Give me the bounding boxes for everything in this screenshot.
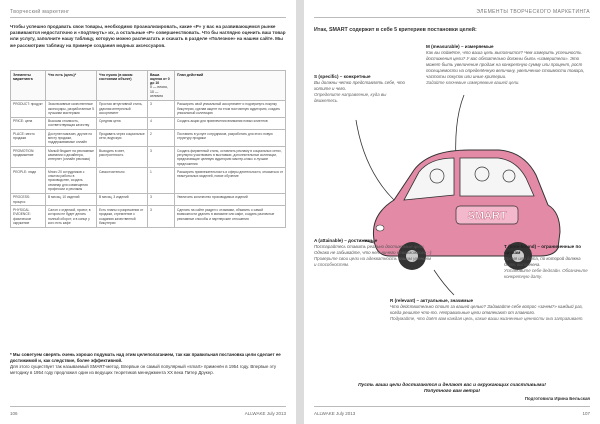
table-cell: Много 20 сотрудников с опытом работы в производстве, создать семинар для совмещения профессии и рекламы (46, 168, 97, 193)
right-footer-rule (314, 406, 590, 407)
score-note: 0 — плохо, 10 — отлично (150, 85, 168, 98)
table-cell: PRICE: цена (11, 117, 46, 130)
criterion-m-hint: Задайте ключевые измеряемые вашей цели. (426, 80, 520, 85)
table-cell: Расширить привлекательность и сферы деятельности, отказаться от неактуальных моделей, новое обучение (175, 168, 286, 193)
table-row (11, 206, 286, 227)
table-cell: Средняя цена (97, 117, 148, 130)
closing-line-1: Пусть ваши цели достигаются и делают вас и окружающих счастливыми! (358, 383, 546, 388)
right-page-number: 107 (582, 411, 590, 416)
smart-label: SMART (467, 210, 507, 222)
right-page (304, 0, 600, 424)
table-row (11, 100, 286, 117)
table-cell: Выходить в свет, расстроенность (97, 147, 148, 168)
table-row (11, 168, 286, 193)
criterion-r-title: R (relevant) – актуальные, значимые (390, 298, 474, 303)
table-cell: Салон с отделкой, проект, в котором не будет делать полный оборот; и в конце у кого есть кафе (46, 206, 97, 227)
closing-text (314, 383, 590, 395)
table-cell: Самостоятельно (97, 168, 148, 193)
col-header: Что нужно (в каком состоянии объект) (97, 71, 148, 101)
footnote-1: * Мы советуем сверять очень хорошо подумать над этим целеполаганием, так как правильная постановка цели сделает ее достижимой и, как следствие, более эффективной. (10, 352, 281, 363)
left-header-rule (10, 17, 286, 18)
smart-intro: Итак, SMART содержит в себе 5 критериев постановки целей: (314, 27, 477, 33)
marketing-table (10, 70, 286, 228)
criterion-m-text: Как вы поймёте, что ваша цель выполнится? Чем измерить успешность достижения цели? У вас обязательно должны быть «измерители». Это может быть увеличение продаж на конкретную сумму или процент, рост посещаемости на определённую величину, увеличение стоимости товара, частоты покупок или иные критерии. (426, 50, 585, 79)
left-page-number: 106 (10, 411, 18, 416)
col-header: Элементы маркетинга (11, 71, 46, 101)
table-cell: 3 (148, 100, 175, 117)
left-magazine: ALLWAKE July 2013 (244, 411, 286, 416)
criterion-r (390, 298, 590, 322)
table-cell: Доступен магазин, другие по месту продажи, поддерживаемые онлайн (46, 130, 97, 147)
criterion-s-text: Вы должны четко представлять себе, что хотите и чего. (314, 80, 405, 91)
table-cell: PLACE: место продажи (11, 130, 46, 147)
right-header: ЭЛЕМЕНТЫ ТВОРЧЕСКОГО МАРКЕТИНГА (476, 9, 590, 15)
left-footer-rule (10, 406, 286, 407)
criterion-m (426, 44, 590, 86)
table-cell: 3 (148, 206, 175, 227)
pointer-r (434, 270, 454, 295)
table-cell: Сделать на сайте раздел с отзывами, объявить о самой возможности удалить в магазине или кафе, создать различные рекламные способы и партнерские отношения (175, 206, 286, 227)
criterion-r-text: Что действительно стоит за вашей целью? Задавайте себе вопрос «зачем?» каждый раз, когда решите что-то. Неправильные цели отвлекают от главного. (390, 304, 583, 315)
table-cell: Создать фирменный стиль, оставлять рекламу в социальных сетях, регулярно участвовать в выставках, дополнительные коллекции, предлагающие целевую аудиторию мастер-класс и лучшие предложения (175, 147, 286, 168)
table-header-row (11, 71, 286, 101)
criterion-a-text: Постарайтесь ставить реально достижимые цели. Однако не забывайте, что нет ничего невозможного :-) (314, 244, 432, 255)
table-cell: PROMOTION: продвижение (11, 147, 46, 168)
table-cell: Эксклюзивные качественные аксессуары, разработанные 5 лучшими мастерами (46, 100, 97, 117)
criterion-a-hint: Проверьте свои цели на адекватность вашим умениям и способностям. (314, 256, 432, 267)
footnote-2: Для этого существует так называемый SMART-метод. Впервые он самый популярный «smart» применён в 1954 году. Впервые эту методику в 1954 году предложил один из ведущих теоретиков менеджмента XX века Питер Друкер. (10, 364, 277, 375)
table-cell: PEOPLE: люди (11, 168, 46, 193)
table-cell: Есть планы и разрешения от продажи, стремление к созданию качественной бижутерии (97, 206, 148, 227)
table-row (11, 117, 286, 130)
author-signature: Подготовила Ирина Бельская (524, 396, 590, 401)
left-header: Творческий маркетинг (10, 9, 70, 15)
criterion-t-hint: Установите себе дедлайн. Обозначьте конкретную дату. (504, 268, 588, 279)
col-header: План действий (175, 71, 286, 101)
table-cell: Простая интуитивной стиль, удачная интересный ассортимент (97, 100, 148, 117)
table-row (11, 130, 286, 147)
headlight (376, 225, 384, 231)
criterion-s-title: S (specific) – конкретные (314, 74, 371, 79)
table-cell: В месяц, 10 изделий (46, 193, 97, 206)
right-magazine: ALLWAKE July 2013 (314, 411, 356, 416)
criterion-s-hint: Определите направление, куда вы движетесь. (314, 92, 387, 103)
table-row (11, 193, 286, 206)
closing-line-2: Попутного вам ветра! (423, 389, 481, 395)
footnote (10, 352, 286, 376)
table-cell: В месяц, 3 изделий (97, 193, 148, 206)
table-row (11, 147, 286, 168)
criterion-t-text: Время или дата, по которой должна быть выполнена. (504, 256, 581, 267)
criterion-m-title: M (measurable) – измеряемые (426, 44, 494, 49)
criterion-s (314, 74, 406, 104)
criterion-t-title: T (time-bound) – ограниченные по срокам (504, 244, 582, 255)
intro-paragraph: Чтобы успешно продавать свои товары, необходимо проанализировать, какие «P» у вас на развивающемся рынке развиваются недостаточно и «подтянуть» их, а остальные «P» совершенствовать. Что бы наглядно оценить ваш товар или услугу, заполните нашу таблицу, которую можно распечатать и скачать в разделе «Полезное» на нашем сайте. Мы же рассмотрим таблицу на примере создания модных аксессуаров. (10, 24, 286, 48)
criterion-a (314, 238, 432, 268)
table-cell: 3 (148, 193, 175, 206)
table-cell: 1 (148, 168, 175, 193)
col-header: Что есть (цель)* (46, 71, 97, 101)
criterion-a-title: A (attainable) – достижимые (314, 238, 378, 243)
table-cell: Продавать через социальные сети, вкурскую (97, 130, 148, 147)
table-cell: Увеличить количество производимых изделий (175, 193, 286, 206)
table-cell: Расширить свой уникальный ассортимент и подчеркнуть покупку бижутерии, сделав акцент на этом постоянную аудиторию, создать уникальный коллекцию (175, 100, 286, 117)
pointer-s (356, 120, 394, 200)
table-cell: 2 (148, 130, 175, 147)
table-cell: PRODUCT: продукт (11, 100, 46, 117)
table-cell: 4 (148, 117, 175, 130)
table-cell: Создать акции для привлечения внимания новых клиентов (175, 117, 286, 130)
table-cell: 3 (148, 147, 175, 168)
left-page (0, 0, 296, 424)
table-cell: Высокая стоимость, соответствующая качеству (46, 117, 97, 130)
score-header: Ваша оценка от 0 до 10 (150, 72, 170, 86)
col-header-score (148, 71, 175, 101)
table-cell: Поставить в услуге сотрудников, разработать для этого новую структуру продажи (175, 130, 286, 147)
table-cell: Малый бюджет на рекламные кампании и дизайнера, интернет (онлайн реклама) (46, 147, 97, 168)
criterion-r-hint: Подумайте, что даёт вам каждая цель, какие ваши жизненные ценности она затрагивает. (390, 316, 584, 321)
table-cell: PROCESS: процесс (11, 193, 46, 206)
criterion-t (504, 244, 590, 280)
table-cell: PHYSICAL EVIDENCE: физическое окружение (11, 206, 46, 227)
